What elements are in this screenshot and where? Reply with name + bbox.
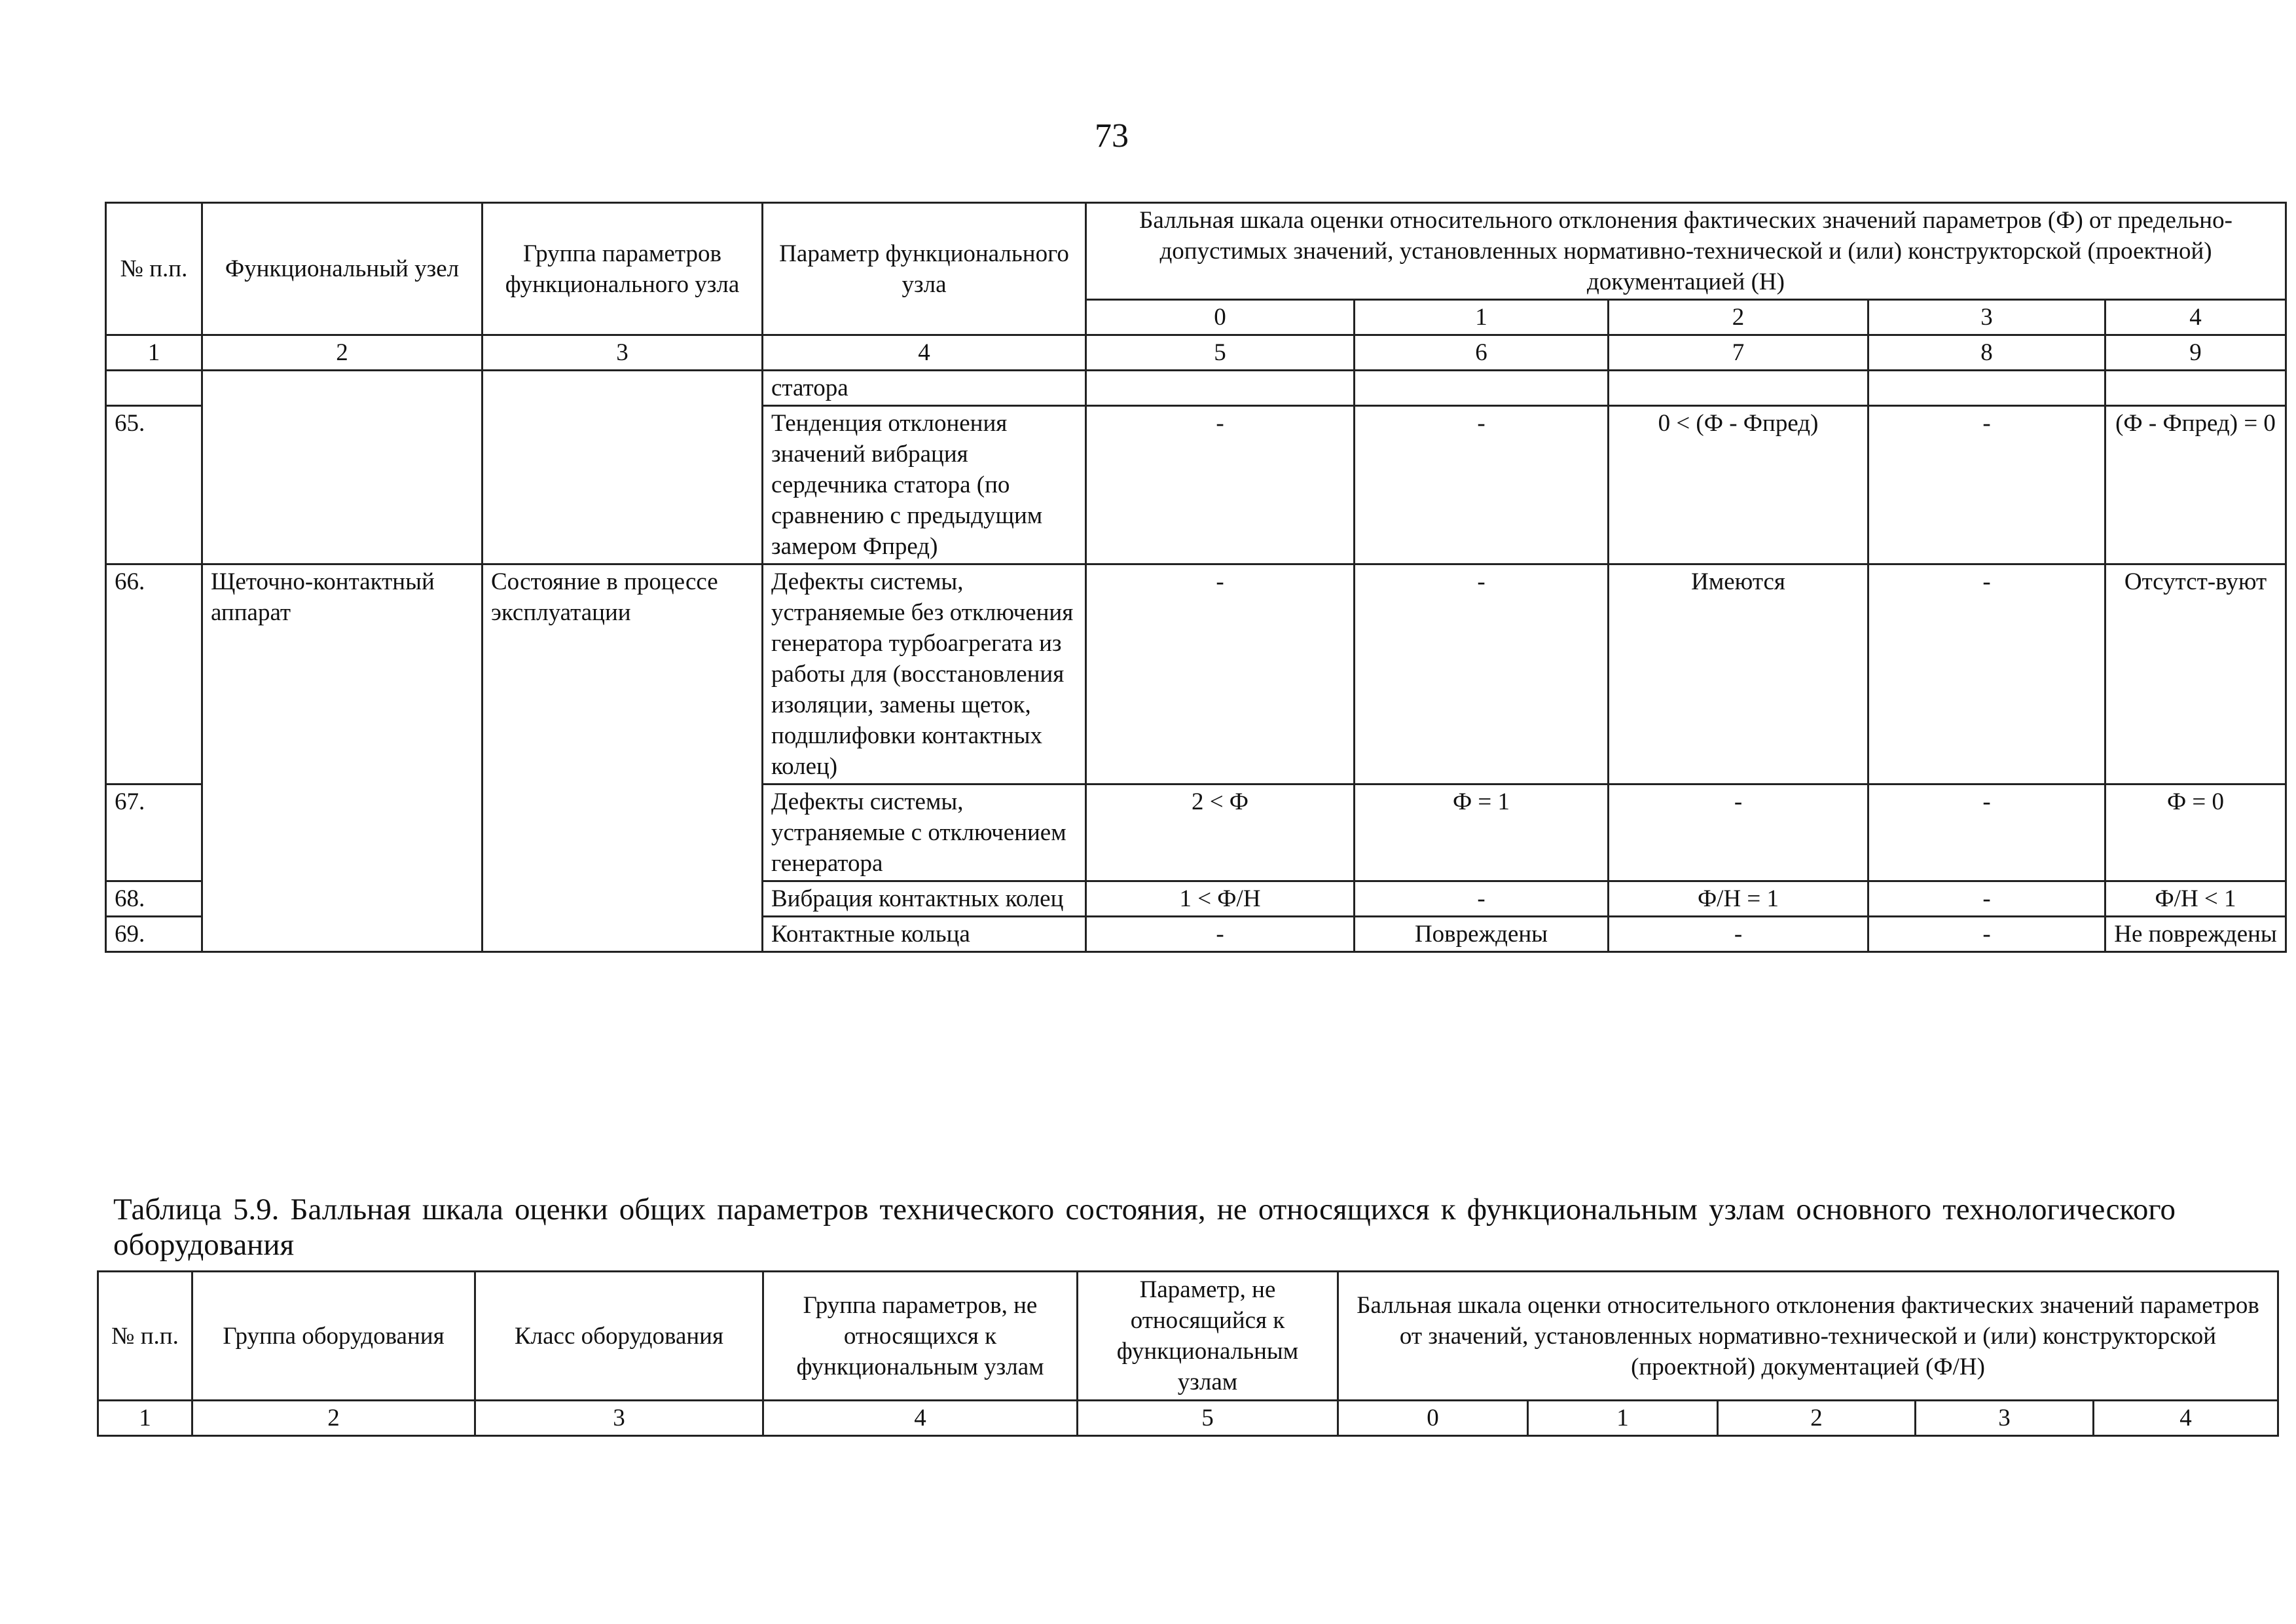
cell-score-3: - (1868, 784, 2105, 881)
cell-score-1: Повреждены (1355, 917, 1609, 952)
cell-score-1: Ф = 1 (1355, 784, 1609, 881)
col-number: 3 (475, 1401, 763, 1436)
general-parameters-table (97, 1270, 2279, 1437)
header-score-3: 3 (1868, 300, 2105, 335)
cell-group: Состояние в процессе эксплуатации (483, 564, 763, 952)
cell-score-0: 2 < Ф (1086, 784, 1355, 881)
col-number: 9 (2105, 335, 2286, 371)
column-number-row (106, 335, 2286, 371)
cell-score-0: - (1086, 406, 1355, 564)
t2-header-scale: Балльная шкала оценки относительного отклонения фактических значений параметров от значений, установленных нормативно-технической и (или) конструкторской (проектной) документацией (Ф/Н) (1338, 1272, 2278, 1401)
col-number: 3 (483, 335, 763, 371)
table-header-row (106, 203, 2286, 300)
cell-score-3: - (1868, 881, 2105, 917)
cell-param: Контактные кольца (763, 917, 1086, 952)
cell-score-1: - (1355, 406, 1609, 564)
cell-score-1 (1355, 371, 1609, 406)
cell-score-0: - (1086, 917, 1355, 952)
cell-param: Тенденция отклонения значений вибрация сердечника статора (по сравнению с предыдущим замером Фпред) (763, 406, 1086, 564)
table-caption: Таблица 5.9. Балльная шкала оценки общих параметров технического состояния, не относящихся к функциональным узлам основного технологического оборудования (113, 1192, 2176, 1262)
header-param: Параметр функционального узла (763, 203, 1086, 335)
cell-score-2: - (1609, 784, 1868, 881)
table2-column-number-row (98, 1401, 2278, 1436)
header-score-4: 4 (2105, 300, 2286, 335)
cell-num: 67. (106, 784, 202, 881)
t2-header-num: № п.п. (98, 1272, 192, 1401)
header-scale: Балльная шкала оценки относительного отклонения фактических значений параметров (Ф) от предельно-допустимых значений, установленных нормативно-технической и (или) конструкторской (проектной) документацией (Н) (1086, 203, 2286, 300)
t2-header-param-group: Группа параметров, не относящихся к функциональным узлам (763, 1272, 1078, 1401)
cell-num (106, 371, 202, 406)
cell-score-4: (Ф - Фпред) = 0 (2105, 406, 2286, 564)
cell-unit: Щеточно-контактный аппарат (202, 564, 483, 952)
t2-header-equip-class: Класс оборудования (475, 1272, 763, 1401)
cell-score-4: Не повреждены (2105, 917, 2286, 952)
cell-score-3: - (1868, 564, 2105, 784)
cell-score-1: - (1355, 881, 1609, 917)
cell-num: 68. (106, 881, 202, 917)
cell-score-1: - (1355, 564, 1609, 784)
cell-score-0 (1086, 371, 1355, 406)
table-row-66 (106, 564, 2286, 784)
col-number: 4 (763, 335, 1086, 371)
t2-header-equip-group: Группа оборудования (192, 1272, 475, 1401)
cell-num: 66. (106, 564, 202, 784)
cell-score-4: Отсутст-вуют (2105, 564, 2286, 784)
cell-score-3 (1868, 371, 2105, 406)
col-number: 4 (2094, 1401, 2278, 1436)
header-param-group: Группа параметров функционального узла (483, 203, 763, 335)
cell-param: статора (763, 371, 1086, 406)
header-func-unit: Функциональный узел (202, 203, 483, 335)
col-number: 0 (1338, 1401, 1528, 1436)
parameters-table (105, 202, 2287, 953)
cell-score-2: 0 < (Ф - Фпред) (1609, 406, 1868, 564)
cell-score-2: Ф/Н = 1 (1609, 881, 1868, 917)
cell-score-4 (2105, 371, 2286, 406)
cell-score-0: - (1086, 564, 1355, 784)
col-number: 6 (1355, 335, 1609, 371)
col-number: 1 (106, 335, 202, 371)
cell-param: Вибрация контактных колец (763, 881, 1086, 917)
cell-score-0: 1 < Ф/Н (1086, 881, 1355, 917)
cell-score-2: Имеются (1609, 564, 1868, 784)
cell-score-2: - (1609, 917, 1868, 952)
cell-unit (202, 371, 483, 564)
cell-score-4: Ф/Н < 1 (2105, 881, 2286, 917)
col-number: 5 (1078, 1401, 1338, 1436)
cell-score-3: - (1868, 917, 2105, 952)
col-number: 1 (1528, 1401, 1718, 1436)
cell-score-3: - (1868, 406, 2105, 564)
cell-score-4: Ф = 0 (2105, 784, 2286, 881)
cell-num: 69. (106, 917, 202, 952)
table-row-continuation (106, 371, 2286, 406)
cell-group (483, 371, 763, 564)
header-score-2: 2 (1609, 300, 1868, 335)
cell-param: Дефекты системы, устраняемые с отключением генератора (763, 784, 1086, 881)
header-num: № п.п. (106, 203, 202, 335)
table2-header-row (98, 1272, 2278, 1401)
cell-num: 65. (106, 406, 202, 564)
col-number: 1 (98, 1401, 192, 1436)
cell-score-2 (1609, 371, 1868, 406)
cell-param: Дефекты системы, устраняемые без отключения генератора турбоагрегата из работы для (восстановления изоляции, замены щеток, подшлифовки контактных колец) (763, 564, 1086, 784)
col-number: 5 (1086, 335, 1355, 371)
col-number: 2 (192, 1401, 475, 1436)
col-number: 2 (1718, 1401, 1916, 1436)
t2-header-param: Параметр, не относящийся к функциональным узлам (1078, 1272, 1338, 1401)
header-score-0: 0 (1086, 300, 1355, 335)
col-number: 8 (1868, 335, 2105, 371)
col-number: 7 (1609, 335, 1868, 371)
page-number: 73 (1095, 117, 1129, 155)
header-score-1: 1 (1355, 300, 1609, 335)
col-number: 2 (202, 335, 483, 371)
col-number: 4 (763, 1401, 1078, 1436)
col-number: 3 (1916, 1401, 2094, 1436)
